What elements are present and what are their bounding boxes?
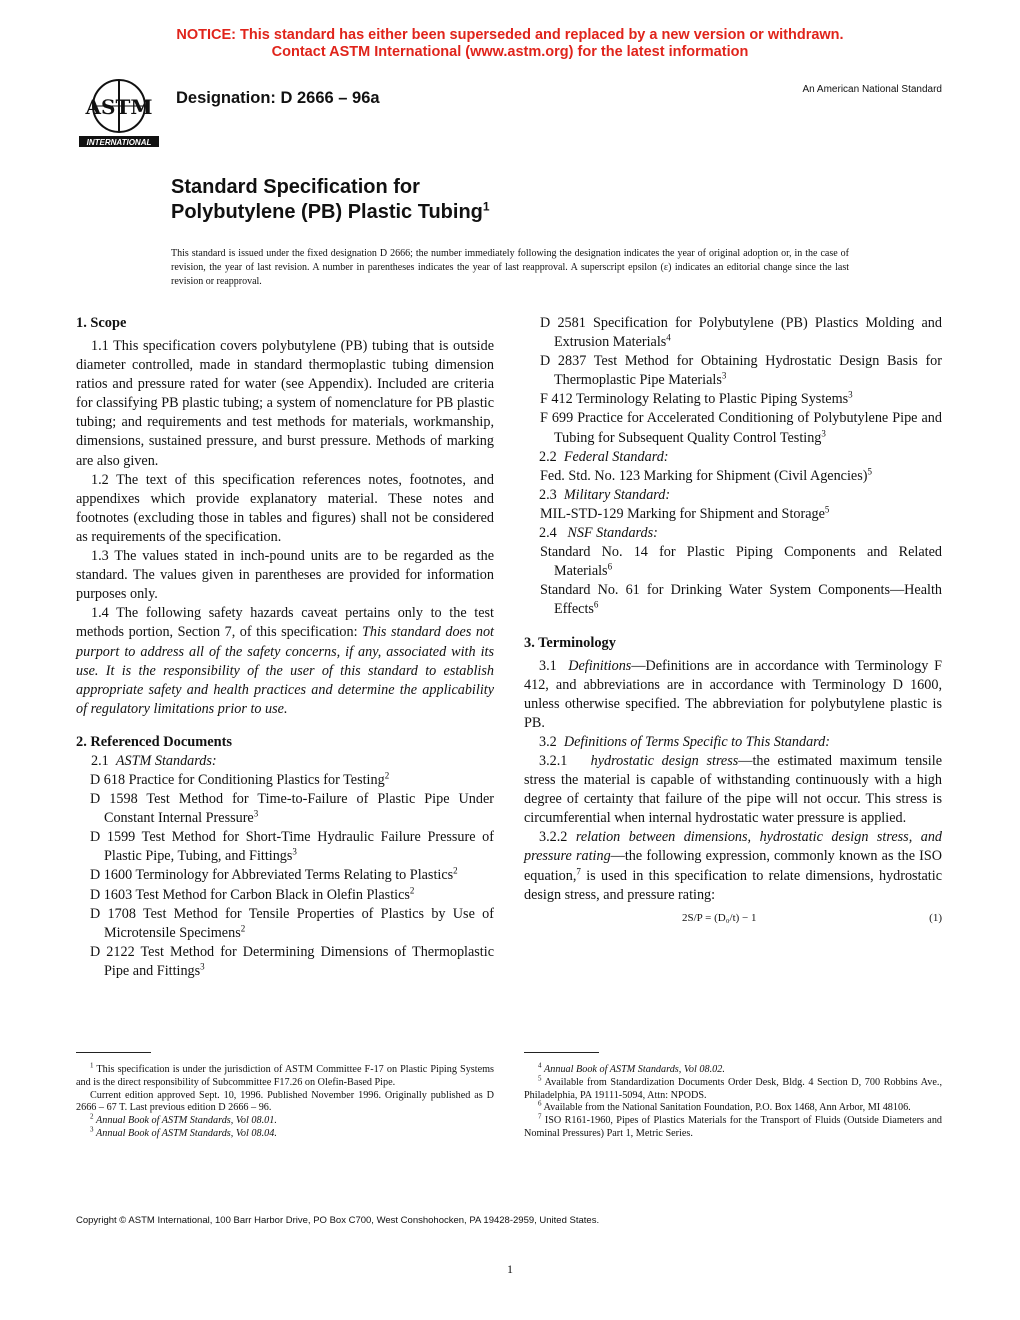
notice-line-2: Contact ASTM International (www.astm.org) for the latest information [271,44,749,60]
scope-1-2: 1.2 The text of this specification references notes, footnotes, and appendixes which provide explanatory material. These notes and footnotes (excluding those in tables and figures) shall not be considered as requirements of the specification. [76,471,494,545]
footnote: Current edition approved Sept. 10, 1996. Published November 1996. Originally published as D 2666 – 67 T. Last previous edition D 2666 – 96. [76,1089,494,1114]
ref-item: MIL-STD-129 Marking for Shipment and Storage$^5$ [540,504,830,522]
issued-note: This standard is issued under the fixed designation D 2666; the number immediately following the designation indicates the year of original adoption or, in the case of revision, the year of last revision. A number in parentheses indicates the year of last reapproval. A superscript epsilon (ε) indicates an editorial change since the last revision or reapproval. [171,248,849,287]
ref-item: Standard No. 14 for Plastic Piping Components and Related Materials$^6$ [540,544,942,580]
footnote-rule [76,1052,151,1053]
copyright: Copyright © ASTM International, 100 Barr Harbor Drive, PO Box C700, West Conshohocken, PA 19428-2959, United States. [76,1215,600,1226]
ref-item: D 2122 Test Method for Determining Dimensions of Thermoplastic Pipe and Fittings$^3$ [90,943,494,979]
ref-item: F 699 Practice for Accelerated Conditioning of Polybutylene Pipe and Tubing for Subsequent Quality Control Testing$^3$ [540,410,942,446]
footnote: $^2$ Annual Book of ASTM Standards, Vol 08.01. [90,1112,277,1127]
footnotes-right [524,1061,943,1141]
ref-item: D 1708 Test Method for Tensile Properties of Plastics by Use of Microtensile Specimens$^2$ [90,905,494,941]
scope-1-4 [76,604,494,719]
footnotes-left [76,1061,494,1141]
astm-standards-title: ASTM Standards: [115,752,217,769]
referenced-heading: 2. Referenced Documents [76,733,232,750]
ref-item: F 412 Terminology Relating to Plastic Piping Systems$^3$ [540,389,853,408]
title-line-2-text: Polybutylene (PB) Plastic Tubing [171,201,483,223]
astm-standards-num: 2.1 [91,752,109,769]
scope-1-4-caveat: This standard does not purport to address all of the safety concerns, if any, associated with its use. It is the responsibility of the user of this standard to establish appropriate safety and health practices and determine the applicability of regulatory limitations prior to use. [76,624,494,717]
ref-item: D 1598 Test Method for Time-to-Failure of Plastic Pipe Under Constant Internal Pressure$^3$ [90,791,494,827]
ref-item: Standard No. 61 for Drinking Water System Components—Health Effects$^6$ [540,582,942,618]
equation-number: (1) [929,911,942,924]
term-3-2: 3.2 Definitions of Terms Specific to This Standard: [539,733,830,750]
designation: Designation: D 2666 – 96a [176,89,380,107]
scope-1-3: 1.3 The values stated in inch-pound units are to be regarded as the standard. The values given in parentheses are provided for information purposes only. [76,548,494,603]
term-3-1: 3.1 Definitions—Definitions are in accordance with Terminology F 412, and abbreviations are in accordance with Terminology D 1600, unless otherwise specified. The abbreviation for polybutylene plastic is PB. [524,657,943,731]
ref-item: D 2581 Specification for Polybutylene (PB) Plastics Molding and Extrusion Materials$^4$ [540,315,942,351]
ref-item: Fed. Std. No. 123 Marking for Shipment (Civil Agencies)$^5$ [540,466,872,484]
title-footnote-mark: 1 [482,199,490,214]
footnote: $^5$ Available from Standardization Documents Order Desk, Bldg. 4 Section D, 700 Robbins Ave., Philadelphia, PA 19111-5094, Attn: NPODS. [524,1074,942,1101]
page-title [171,175,490,225]
term-3-2-2: 3.2.2 relation between dimensions, hydrostatic design stress, and pressure rating—the following expression, commonly known as the ISO equation,$^7$ is used in this specification to relate dimensions, hydrostatic design stress, and pressure rating: [524,829,943,903]
iso-equation [524,909,942,927]
astm-logo-icon [76,76,162,150]
ref-item: D 618 Practice for Conditioning Plastics for Testing$^2$ [90,770,390,788]
ref-item: D 1599 Test Method for Short-Time Hydraulic Failure Pressure of Plastic Pipe, Tubing, and Fittings$^3$ [90,829,494,865]
footnote: $^6$ Available from the National Sanitation Foundation, P.O. Box 1468, Ann Arbor, MI 48106. [538,1100,911,1114]
title-line-1: Standard Specification for [171,176,420,198]
footnote: $^4$ Annual Book of ASTM Standards, Vol 08.02. [538,1061,725,1075]
footnote: $^7$ ISO R161-1960, Pipes of Plastics Materials for the Transport of Fluids (Outside Diameters and Nominal Pressures) Part 1, Metric Series. [524,1112,943,1139]
ref-item: D 2837 Test Method for Obtaining Hydrostatic Design Basis for Thermoplastic Pipe Materials$^3$ [540,353,942,389]
footnote-rule [524,1052,599,1053]
nsf-standards-label: 2.4 NSF Standards: [539,525,658,542]
american-national-standard: An American National Standard [802,84,942,95]
notice-line-1: NOTICE: This standard has either been superseded and replaced by a new version or withdrawn. [176,27,844,43]
military-standard-label: 2.3 Military Standard: [539,486,671,503]
left-column [76,314,494,981]
equation-formula: 2S/P = (D₀/t) − 1 [682,911,757,924]
logo-sub-text: INTERNATIONAL [86,138,152,147]
ref-item: D 1600 Terminology for Abbreviated Terms Relating to Plastics$^2$ [90,865,458,884]
ref-item: D 1603 Test Method for Carbon Black in Olefin Plastics$^2$ [90,884,415,903]
footnote: $^1$ This specification is under the jurisdiction of ASTM Committee F-17 on Plastic Piping Systems and is the direct responsibility of Subcommittee F17.26 on Olefin-Based Pipe. [76,1061,494,1088]
scope-1-4-text: 1.4 The following safety hazards caveat pertains only to the test methods portion, Section 7, of this specification: [76,605,494,641]
footnote: $^3$ Annual Book of ASTM Standards, Vol 08.04. [90,1125,277,1139]
federal-standard-label: 2.2 Federal Standard: [539,448,669,465]
right-column [524,314,942,927]
withdrawal-notice [0,27,1020,61]
scope-1-1: 1.1 This specification covers polybutylene (PB) tubing that is outside diameter controlled, made in standard thermoplastic tubing dimension ratios and pressure rated for water (see Appendix). Included are criteria for classifying PB plastic tubing; a system of nomenclature for PB plastic tubing; and requirements and test methods for materials, workmanship, dimensions, sustained pressure, and burst pressure. Methods of marking are also given. [76,338,494,469]
astm-logo [76,76,162,150]
page-number: 1 [507,1262,513,1276]
astm-standards-label [76,752,494,771]
term-3-2-1: 3.2.1 hydrostatic design stress—the estimated maximum tensile stress the material is capable of withstanding continuously with a high degree of certainty that failure of the pipe will not occur. This stress is circumferential when internal hydrostatic water pressure is applied. [524,752,942,827]
terminology-heading: 3. Terminology [524,634,616,651]
scope-heading: 1. Scope [76,315,127,331]
title-line-2 [171,200,490,225]
logo-text: ASTM [85,95,153,119]
